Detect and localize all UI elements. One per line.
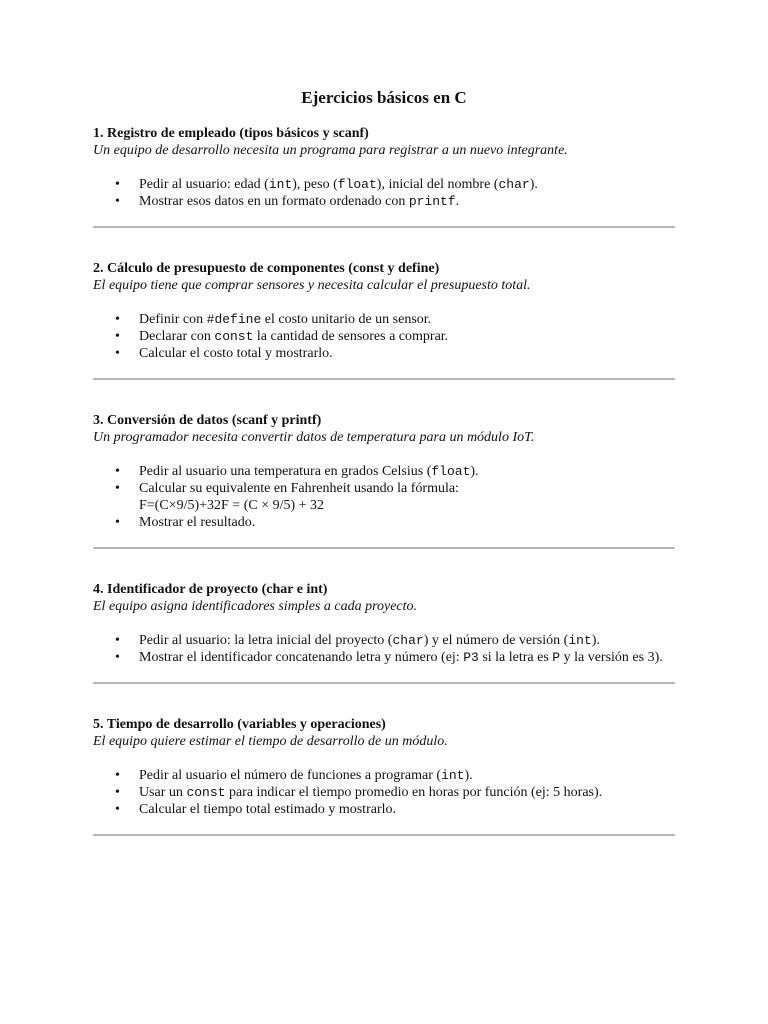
exercise-bullet-list (93, 632, 675, 666)
inline-code: int (568, 633, 592, 648)
inline-code: printf (408, 194, 456, 209)
bullet-item: • Mostrar el identificador concatenando letra y número (ej: P3 si la letra es P y la versión es 3). (139, 649, 675, 666)
inline-code: P3 (463, 650, 479, 665)
exercise-intro: El equipo quiere estimar el tiempo de desarrollo de un módulo. (93, 734, 448, 749)
exercise-intro: Un equipo de desarrollo necesita un programa para registrar a un nuevo integrante. (93, 143, 568, 158)
bullet-item: • Pedir al usuario una temperatura en grados Celsius (float). (139, 463, 675, 480)
bullet-item: • Mostrar el resultado. (139, 514, 675, 531)
section-divider (93, 834, 675, 836)
inline-code: #define (206, 312, 262, 327)
exercise-1 (93, 125, 675, 228)
section-gap (93, 380, 675, 412)
exercise-heading: 2. Cálculo de presupuesto de componentes (const y define) (93, 261, 440, 276)
exercise-intro: Un programador necesita convertir datos de temperatura para un módulo IoT. (93, 430, 535, 445)
exercise-2 (93, 228, 675, 380)
exercise-5 (93, 684, 675, 836)
exercise-intro: El equipo tiene que comprar sensores y necesita calcular el presupuesto total. (93, 278, 531, 293)
inline-code: char (498, 177, 530, 192)
exercise-heading: 5. Tiempo de desarrollo (variables y operaciones) (93, 717, 386, 732)
bullet-item: • Pedir al usuario: edad (int), peso (float), inicial del nombre (char). (139, 176, 675, 193)
bullet-item: • Mostrar esos datos en un formato ordenado con printf. (139, 193, 675, 210)
bullet-item: • Pedir al usuario: la letra inicial del proyecto (char) y el número de versión (int). (139, 632, 675, 649)
bullet-item: • Definir con #define el costo unitario de un sensor. (139, 311, 675, 328)
exercise-heading: 1. Registro de empleado (tipos básicos y scanf) (93, 126, 369, 141)
inline-code: const (186, 785, 226, 800)
exercise-bullet-list (93, 463, 675, 531)
inline-code: char (392, 633, 424, 648)
bullet-item: • Usar un const para indicar el tiempo promedio en horas por función (ej: 5 horas). (139, 784, 675, 801)
section-gap (93, 684, 675, 716)
exercise-4 (93, 549, 675, 684)
document-page (93, 88, 675, 836)
inline-code: int (268, 177, 293, 192)
inline-code: P (552, 650, 561, 665)
bullet-item: • Declarar con const la cantidad de sensores a comprar. (139, 328, 675, 345)
exercise-3 (93, 380, 675, 549)
exercise-list (93, 125, 675, 836)
exercise-intro: El equipo asigna identificadores simples a cada proyecto. (93, 599, 418, 614)
bullet-item: • Pedir al usuario el número de funciones a programar (int). (139, 767, 675, 784)
exercise-bullet-list (93, 311, 675, 362)
section-gap (93, 549, 675, 581)
inline-code: float (337, 177, 377, 192)
document-title: Ejercicios básicos en C (301, 88, 467, 107)
bullet-item: • Calcular el tiempo total estimado y mostrarlo. (139, 801, 675, 818)
exercise-bullet-list (93, 767, 675, 818)
bullet-item: • Calcular su equivalente en Fahrenheit usando la fórmula: F=(C×9/5)+32F = (C × 9/5) + 32 (139, 480, 675, 514)
exercise-heading: 4. Identificador de proyecto (char e int) (93, 582, 328, 597)
exercise-heading: 3. Conversión de datos (scanf y printf) (93, 413, 322, 428)
exercise-bullet-list (93, 176, 675, 210)
inline-code: const (214, 329, 254, 344)
inline-code: float (431, 464, 471, 479)
inline-code: int (441, 768, 465, 783)
formula-text: F=(C×9/5)+32F = (C × 9/5) + 32 (139, 498, 325, 513)
bullet-item: • Calcular el costo total y mostrarlo. (139, 345, 675, 362)
section-gap (93, 228, 675, 260)
